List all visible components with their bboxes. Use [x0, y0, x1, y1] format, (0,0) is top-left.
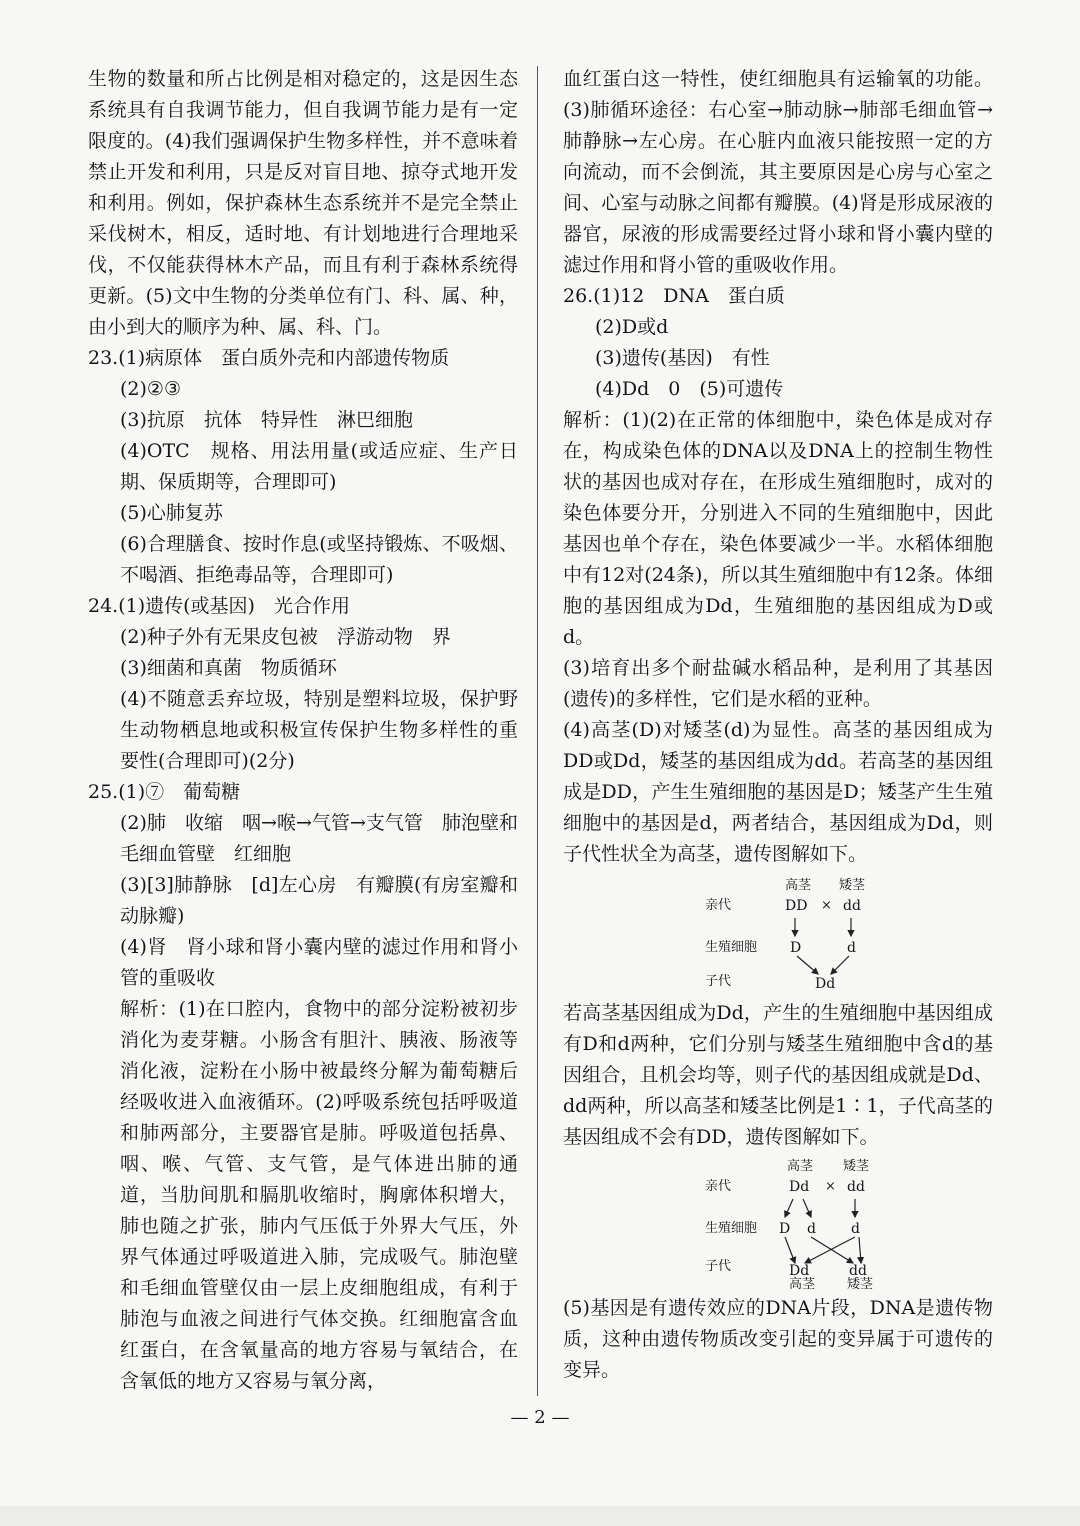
q26-analysis-2: (3)培育出多个耐盐碱水稻品种，是利用了其基因(遗传)的多样性，它们是水稻的亚种。 — [563, 657, 993, 710]
parent-row-label-2: 亲代 — [705, 1179, 732, 1194]
q23-answer-3: (3)抗原 抗体 特异性 淋巴细胞 — [120, 409, 413, 431]
q23-answer-5: (5)心肺复苏 — [120, 502, 223, 524]
parent-row-label: 亲代 — [705, 898, 732, 913]
q24-answer-4: (4)不随意丢弃垃圾，特别是塑料垃圾，保护野生动物栖息地或积极宣传保护生物多样性的重要性(合理即可)(2分) — [120, 688, 518, 772]
child-genotype-Dd: Dd — [789, 1263, 810, 1279]
q25-analysis: 解析：(1)在口腔内，食物中的部分淀粉被初步消化为麦芽糖。小肠含有胆汁、胰液、肠液等消化液，淀粉在小肠中被最终分解为葡萄糖后经吸收进入血液循环。(2)呼吸系统包括呼吸道和肺两部分，主要器官是肺。呼吸道包括鼻、咽、喉、气管、支气管，是气体进出肺的通道，当肋间肌和膈肌收缩时，胸廓体积增大，肺也随之扩张，肺内气压低于外界大气压，外界气体通过呼吸道进入肺，完成吸气。肺泡壁和毛细血管壁仅由一层上皮细胞组成，有利于肺泡与血液之间进行气体交换。红细胞富含血红蛋白，在含氧量高的地方容易与氧结合，在含氧低的地方又容易与氧分离， — [120, 998, 518, 1392]
q24-answer-2: (2)种子外有无果皮包被 浮游动物 界 — [120, 626, 451, 648]
q25-answer-2: (2)肺 收缩 咽→喉→气管→支气管 肺泡壁和毛细血管壁 红细胞 — [120, 812, 518, 865]
q23-answer-4: (4)OTC 规格、用法用量(或适应症、生产日期、保质期等，合理即可) — [120, 440, 518, 493]
child-row-label: 子代 — [705, 974, 732, 989]
gamete-row-label-2: 生殖细胞 — [705, 1221, 758, 1236]
q26-analysis-5: (5)基因是有遗传效应的DNA片段，DNA是遗传物质，这种由遗传物质改变引起的变异属于可遗传的变异。 — [563, 1297, 993, 1381]
diagram2-arrows — [563, 1159, 993, 1289]
gamete-d-lower-2: d — [851, 1221, 860, 1237]
column-divider — [537, 66, 538, 1396]
parent-2-genotype-2: dd — [847, 1179, 865, 1195]
q26-answer-1: 26.(1)12 DNA 蛋白质 — [563, 285, 785, 307]
q24-answer-1: 24.(1)遗传(或基因) 光合作用 — [88, 595, 350, 617]
tall-label-2: 高茎 — [787, 1159, 814, 1174]
child-row-label-2: 子代 — [705, 1259, 732, 1274]
page-bottom-edge — [0, 1506, 1080, 1526]
q26-answer-3: (3)遗传(基因) 有性 — [595, 347, 770, 369]
gamete-1: D — [790, 940, 802, 956]
genetic-diagram-dd-cross — [563, 876, 993, 994]
parent-1-genotype: DD — [785, 898, 808, 914]
gamete-row-label: 生殖细胞 — [705, 940, 758, 955]
q26-answer-4: (4)Dd 0 (5)可遗传 — [595, 378, 784, 400]
diagram-arrows — [563, 876, 993, 994]
q26-answer-2: (2)D或d — [595, 316, 669, 338]
tall-label: 高茎 — [785, 878, 812, 893]
genetic-diagram-dd-dd-cross — [563, 1159, 993, 1292]
right-column — [563, 64, 993, 1386]
q22-continuation: 生物的数量和所占比例是相对稳定的，这是因生态系统具有自我调节能力，但自我调节能力是有一定限度的。(4)我们强调保护生物多样性，并不意味着禁止开发和利用，只是反对盲目地、掠夺式地开发和利用。例如，保护森林生态系统并不是完全禁止采伐树木，相反，适时地、有计划地进行合理地采伐，不仅能获得林木产品，而且有利于森林系统得更新。(5)文中生物的分类单位有门、科、属、种，由小到大的顺序为种、属、科、门。 — [88, 68, 518, 338]
child-trait-short: 矮茎 — [847, 1277, 874, 1292]
q23-answer-1: 23.(1)病原体 蛋白质外壳和内部遗传物质 — [88, 347, 450, 369]
q25-answer-4: (4)肾 肾小球和肾小囊内壁的滤过作用和肾小管的重吸收 — [120, 936, 518, 989]
cross-symbol: × — [821, 898, 832, 913]
q25-answer-3: (3)[3]肺静脉 [d]左心房 有瓣膜(有房室瓣和动脉瓣) — [120, 874, 518, 927]
child-genotype: Dd — [815, 976, 836, 992]
q25-answer-1: 25.(1)⑦ 葡萄糖 — [88, 781, 241, 803]
q26-analysis-4: 若高茎基因组成为Dd，产生的生殖细胞中基因组成有D和d两种，它们分别与矮茎生殖细胞中含d的基因组合，且机会均等，则子代的基因组成就是Dd、dd两种，所以高茎和矮茎比例是1∶1，子代高茎的基因组成不会有DD，遗传图解如下。 — [563, 1002, 993, 1148]
child-trait-tall: 高茎 — [789, 1277, 816, 1292]
short-label: 矮茎 — [839, 878, 866, 893]
parent-1-genotype-2: Dd — [789, 1179, 810, 1195]
q25-analysis-continuation: 血红蛋白这一特性，使红细胞具有运输氧的功能。(3)肺循环途径：右心室→肺动脉→肺部毛细血管→肺静脉→左心房。在心脏内血液只能按照一定的方向流动，而不会倒流，其主要原因是心房与心室之间、心室与动脉之间都有瓣膜。(4)肾是形成尿液的器官，尿液的形成需要经过肾小球和肾小囊内壁的滤过作用和肾小管的重吸收作用。 — [563, 68, 993, 276]
gamete-2: d — [847, 940, 856, 956]
parent-2-genotype: dd — [843, 898, 861, 914]
page-number: — 2 — — [510, 1407, 570, 1428]
cross-symbol-2: × — [825, 1179, 836, 1194]
gamete-d-upper: D — [779, 1221, 791, 1237]
q26-analysis-1: 解析：(1)(2)在正常的体细胞中，染色体是成对存在，构成染色体的DNA以及DNA上的控制生物性状的基因也成对存在，在形成生殖细胞时，成对的染色体要分开，分别进入不同的生殖细胞中，因此基因也单个存在，染色体要减少一半。水稻体细胞中有12对(24条)，所以其生殖细胞中有12条。体细胞的基因组成为Dd，生殖细胞的基因组成为D或d。 — [563, 409, 993, 648]
left-column — [88, 64, 518, 1397]
gamete-d-lower: d — [807, 1221, 816, 1237]
child-genotype-dd: dd — [849, 1263, 867, 1279]
q23-answer-6: (6)合理膳食、按时作息(或坚持锻炼、不吸烟、不喝酒、拒绝毒品等，合理即可) — [120, 533, 518, 586]
q23-answer-2: (2)②③ — [120, 378, 181, 400]
short-label-2: 矮茎 — [843, 1159, 870, 1174]
q24-answer-3: (3)细菌和真菌 物质循环 — [120, 657, 337, 679]
q26-analysis-3: (4)高茎(D)对矮茎(d)为显性。高茎的基因组成为DD或Dd，矮茎的基因组成为dd。若高茎的基因组成是DD，产生生殖细胞的基因是D；矮茎产生生殖细胞中的基因是d，两者结合，基因组成为Dd，则子代性状全为高茎，遗传图解如下。 — [563, 719, 993, 865]
